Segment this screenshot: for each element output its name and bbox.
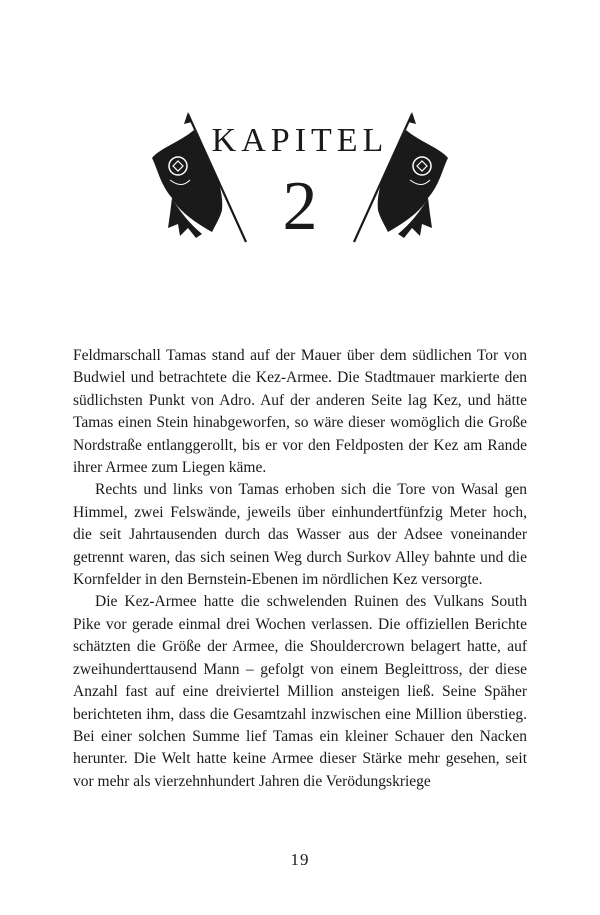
- paragraph-2: Rechts und links von Tamas erhoben sich die Tore von Wasal gen Himmel, zwei Felswände, jeweils über einhundertfünfzig Meter hoch, die seit Jahrtausenden durch das Wasser aus der Adsee voneinander getrennt waren, das sich seinen Weg durch Surkov Alley bahnte und die Kornfelder in den Bernstein-Ebenen im nördlichen Kez versorgte.: [73, 481, 527, 589]
- chapter-number: 2: [282, 168, 318, 245]
- chapter-label: KAPITEL: [211, 122, 389, 159]
- paragraph-3: Die Kez-Armee hatte die schwelenden Ruinen des Vulkans South Pike vor gerade einmal drei Wochen verlassen. Die offiziellen Berichte schätzten die Größe der Armee, die Shouldercrown belagert hatte, auf zweihunderttausend Mann – gefolgt von einem Begleittross, der diese Anzahl fast auf eine dreiviertel Million ansteigen ließ. Seine Späher berichteten ihm, dass die Gesamtzahl inzwischen eine Million überstieg. Bei einer solchen Summe lief Tamas ein kleiner Schauer den Nacken herunter. Die Welt hatte keine Armee dieser Stärke mehr gesehen, seit vor mehr als vierzehnhundert Jahren die Verödungskriege: [73, 593, 527, 790]
- body-text: [73, 345, 527, 793]
- page-number: 19: [290, 850, 310, 869]
- chapter-header: [0, 110, 600, 260]
- paragraph-1: Feldmarschall Tamas stand auf der Mauer über dem südlichen Tor von Budwiel und betrachtete die Kez-Armee. Die Stadtmauer markierte den südlichsten Punkt von Adro. Auf der anderen Seite lag Kez, und hätte Tamas einen Stein hinabgeworfen, so wäre dieser womöglich die Große Nordstraße entlanggerollt, bis er vor den Feldposten der Kez am Rande ihrer Armee zum Liegen käme.: [73, 347, 527, 477]
